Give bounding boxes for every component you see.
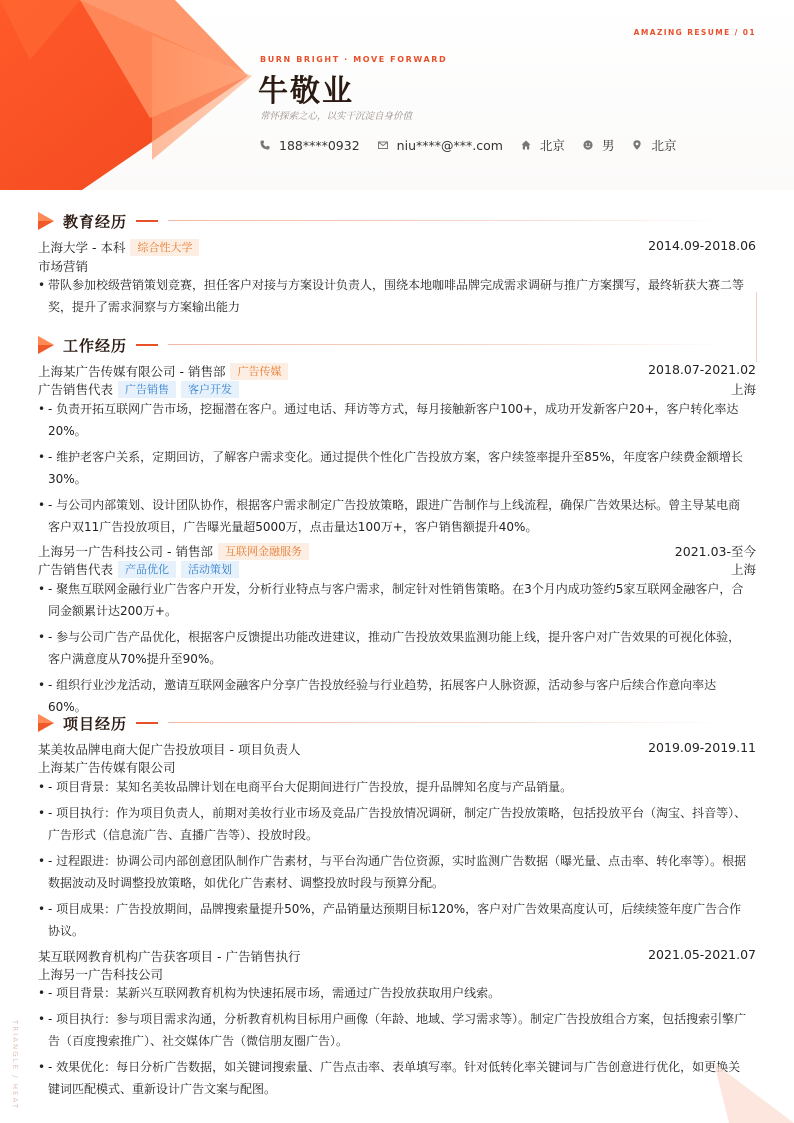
corner-decoration xyxy=(674,1053,794,1123)
list-item: • - 与公司内部策划、设计团队协作，根据客户需求制定广告投放策略，跟进广告制作与上线流程，确保广告效果达标。曾主导某电商客户双11广告投放项目，广告曝光量超5000万，点击量达100万+，客户销售额提升40%。 xyxy=(38,498,741,534)
section-title: 工作经历 xyxy=(63,337,128,355)
project-dates: 2019.09-2019.11 xyxy=(648,740,756,755)
home-icon xyxy=(521,140,531,150)
contact-location xyxy=(632,136,676,154)
contact-home-text: 北京 xyxy=(539,138,565,153)
list-item: • - 项目执行：参与项目需求沟通，分析教育机构目标用户画像（年龄、地域、学习需求等）。制定广告投放组合方案，包括搜索引擎广告（百度搜索推广）、社交媒体广告（微信朋友圈广告）。 xyxy=(38,1012,747,1048)
list-item: • - 参与公司广告产品优化，根据客户反馈提出功能改进建议，推动广告投放效果监测功能上线，提升客户对广告效果的可视化体验，客户满意度从70%提升至90%。 xyxy=(38,630,741,666)
project-org-row xyxy=(38,758,756,776)
contact-phone-text: 188****0932 xyxy=(279,137,360,153)
work-dates: 2021.03-至今 xyxy=(674,544,756,559)
phone-icon xyxy=(260,140,270,150)
list-item: • - 项目执行：作为项目负责人，前期对美妆行业市场及竞品广告投放情况调研，制定广告投放策略，包括投放平台（淘宝、抖音等）、广告形式（信息流广告、直播广告等）、投放时段。 xyxy=(38,806,747,842)
resume-label: AMAZING RESUME / 01 xyxy=(633,28,756,37)
major: 市场营销 xyxy=(38,259,89,274)
project-org-row xyxy=(38,965,756,983)
section-rule xyxy=(168,344,728,345)
work-dates: 2018.07-2021.02 xyxy=(648,362,756,377)
section-work xyxy=(38,335,756,355)
section-education xyxy=(38,211,756,231)
project-entry-header xyxy=(38,740,756,758)
section-title: 项目经历 xyxy=(63,715,128,733)
list-item: • - 项目背景：某新兴互联网教育机构为快速拓展市场，需通过广告投放获取用户线索。 xyxy=(38,986,501,1000)
school-tag: 综合性大学 xyxy=(130,239,199,256)
contact-email-text: niu****@***.com xyxy=(396,137,503,153)
list-item: • - 过程跟进：协调公司内部创意团队制作广告素材，与平台沟通广告位资源，实时监测广告数据（曝光量、点击率、转化率等）。根据数据波动及时调整投放策略，如优化广告素材、调整投放时段与预算分配。 xyxy=(38,854,747,890)
role-tag: 产品优化 xyxy=(118,561,176,578)
contact-location-text: 北京 xyxy=(651,138,677,153)
company-tag: 互联网金融服务 xyxy=(218,543,309,560)
triangle-decoration xyxy=(0,0,420,190)
work-role-row xyxy=(38,560,756,578)
project-org: 上海另一广告科技公司 xyxy=(38,967,164,982)
side-watermark-text: TRIANGLE / HEAT xyxy=(11,1020,19,1110)
project-line: 某互联网教育机构广告获客项目 - 广告销售执行 xyxy=(38,949,301,964)
role-tag: 广告销售 xyxy=(118,381,176,398)
role: 广告销售代表 xyxy=(38,562,114,577)
location-pin-icon xyxy=(632,140,642,150)
list-item: • - 组织行业沙龙活动，邀请互联网金融客户分享广告投放经验与行业趋势，拓展客户人脉资源，活动参与客户后续合作意向率达60%。 xyxy=(38,678,717,714)
candidate-name: 牛敬业 xyxy=(258,74,354,109)
work-city: 上海 xyxy=(730,562,756,577)
company-tag: 广告传媒 xyxy=(230,363,288,380)
tagline: BURN BRIGHT · MOVE FORWARD xyxy=(260,55,448,64)
education-major-row xyxy=(38,257,756,275)
contact-home xyxy=(521,136,565,154)
work-entry-header xyxy=(38,542,756,560)
section-accent-dash xyxy=(136,344,158,346)
company-line: 上海某广告传媒有限公司 - 销售部 xyxy=(38,364,226,379)
project-line: 某美妆品牌电商大促广告投放项目 - 项目负责人 xyxy=(38,742,301,757)
divider xyxy=(756,292,757,362)
section-triangle-icon xyxy=(38,714,54,732)
contact-gender xyxy=(583,136,615,154)
project-entry-header xyxy=(38,947,756,965)
list-item: • - 负责开拓互联网广告市场，挖掘潜在客户。通过电话、拜访等方式，每月接触新客户100+，成功开发新客户20+，客户转化率达20%。 xyxy=(38,402,739,438)
role: 广告销售代表 xyxy=(38,382,114,397)
work-entry-header xyxy=(38,362,756,380)
education-dates: 2014.09-2018.06 xyxy=(648,238,756,253)
section-projects xyxy=(38,713,756,733)
role-tag: 活动策划 xyxy=(181,561,239,578)
project-dates: 2021.05-2021.07 xyxy=(648,947,756,962)
motto: 常怀探索之心，以实干沉淀自身价值 xyxy=(260,111,413,122)
section-accent-dash xyxy=(136,220,158,222)
section-accent-dash xyxy=(136,722,158,724)
section-triangle-icon xyxy=(38,336,54,354)
company-line: 上海另一广告科技公司 - 销售部 xyxy=(38,544,213,559)
project-org: 上海某广告传媒有限公司 xyxy=(38,760,176,775)
list-item: • - 聚焦互联网金融行业广告客户开发，分析行业特点与客户需求，制定针对性销售策略。在3个月内成功签约5家互联网金融客户，合同金额累计达200万+。 xyxy=(38,582,744,618)
list-item: • - 效果优化：每日分析广告数据，如关键词搜索量、广告点击率、表单填写率。针对低转化率关键词与广告创意进行优化，如更换关键词匹配模式、重新设计广告文案与配图。 xyxy=(38,1060,741,1096)
work-city: 上海 xyxy=(730,382,756,397)
section-rule xyxy=(168,722,728,723)
work-role-row xyxy=(38,380,756,398)
contact-email xyxy=(378,138,503,153)
section-title: 教育经历 xyxy=(63,213,128,231)
list-item: • - 项目成果：广告投放期间，品牌搜索量提升50%，产品销量达预期目标120%，客户对广告效果高度认可，后续续签年度广告合作协议。 xyxy=(38,902,742,938)
school-line: 上海大学 - 本科 xyxy=(38,240,126,255)
list-item: • - 项目背景：某知名美妆品牌计划在电商平台大促期间进行广告投放，提升品牌知名度与产品销量。 xyxy=(38,780,573,794)
list-item: • - 维护老客户关系，定期回访，了解客户需求变化。通过提供个性化广告投放方案，客户续签率提升至85%，年度客户续费金额增长30%。 xyxy=(38,450,743,486)
contact-gender-text: 男 xyxy=(601,138,615,153)
contact-phone xyxy=(260,138,360,153)
list-item: • 带队参加校级营销策划竞赛，担任客户对接与方案设计负责人，围绕本地咖啡品牌完成需求调研与推广方案撰写，最终斩获大赛二等奖，提升了需求洞察与方案输出能力 xyxy=(38,278,745,314)
role-tag: 客户开发 xyxy=(181,381,239,398)
education-entry-header xyxy=(38,238,756,256)
section-rule xyxy=(168,220,728,221)
section-triangle-icon xyxy=(38,212,54,230)
smile-icon xyxy=(583,140,593,150)
contact-info xyxy=(260,136,694,154)
mail-icon xyxy=(378,140,388,150)
